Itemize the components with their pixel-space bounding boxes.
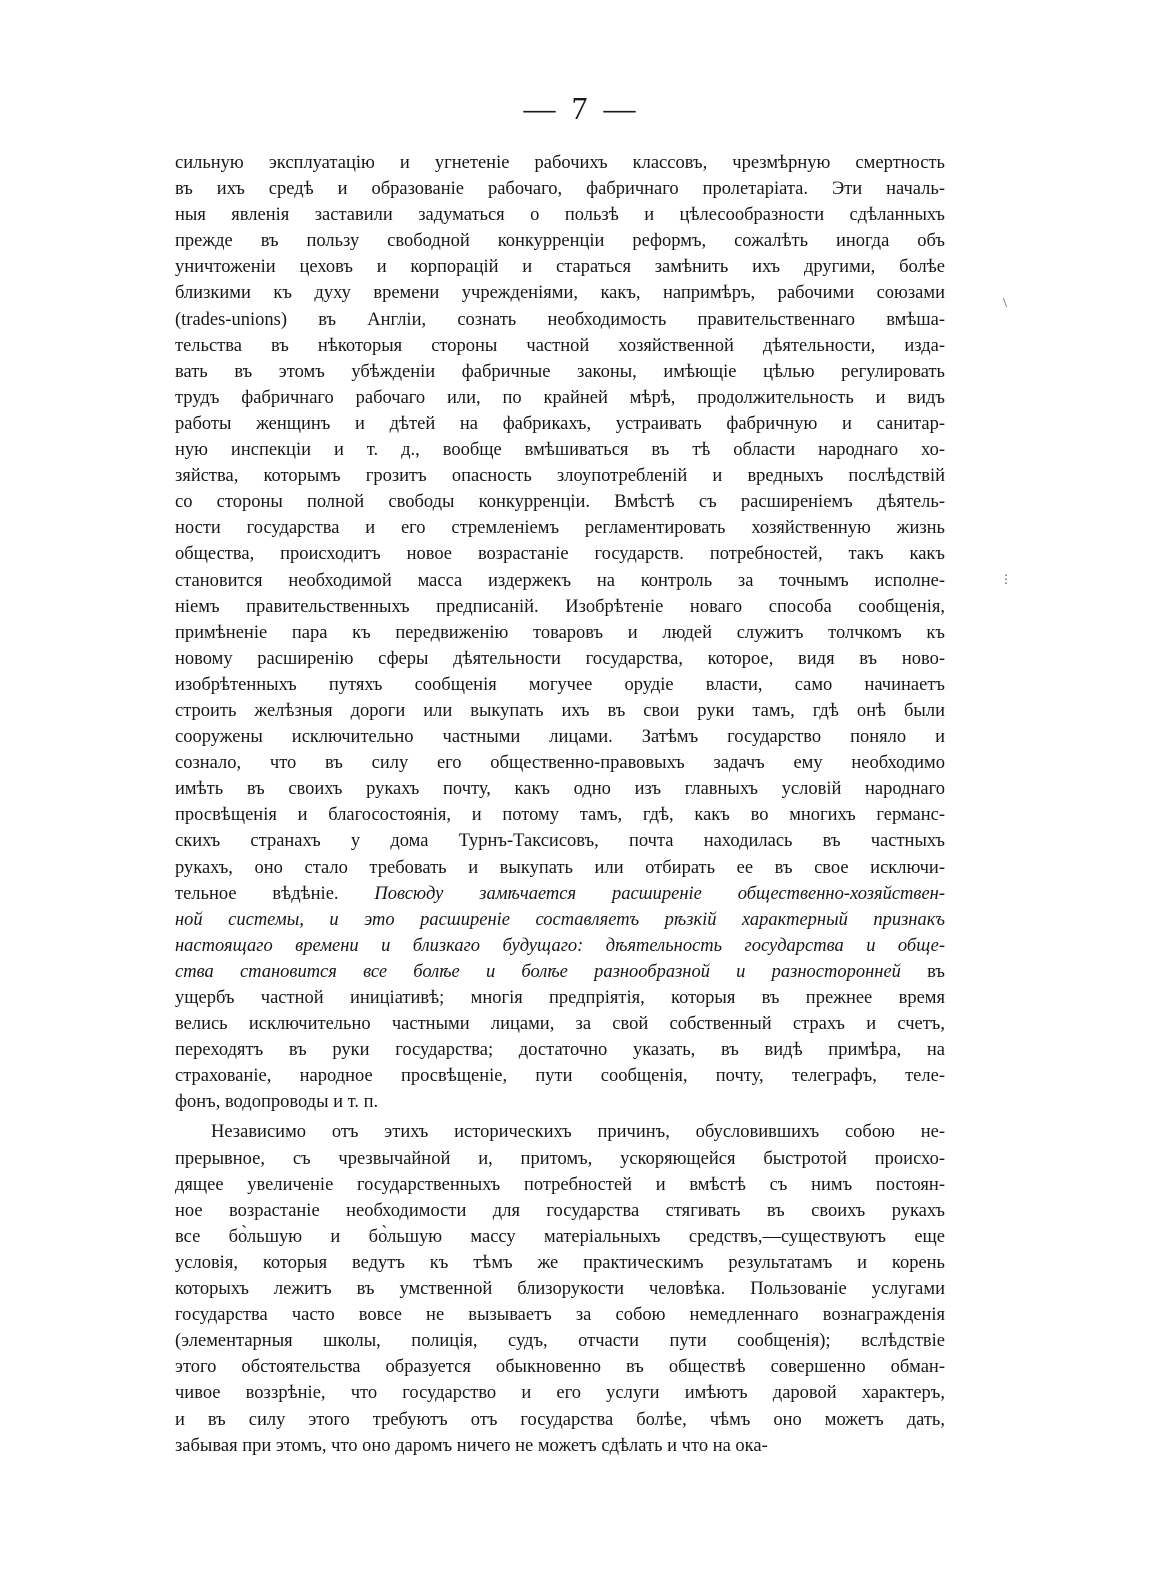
text-line — [175, 1224, 945, 1250]
text-line — [175, 881, 945, 907]
italic-text: ства становится все болѣе и болѣе разнообразной и разносторонней — [175, 961, 901, 982]
text-line — [175, 985, 945, 1011]
text-run: чивое воззрѣніе, что государство и его услуги имѣютъ даровой характеръ, — [175, 1383, 945, 1404]
text-line — [175, 1380, 945, 1406]
text-run: этого обстоятельства образуется обыкновенно въ обществѣ совершенно обман- — [175, 1357, 945, 1378]
text-run: ности государства и его стремленіемъ регламентировать хозяйственную жизнь — [175, 518, 945, 539]
text-line — [175, 515, 945, 541]
text-run: ную инспекціи и т. д., вообще вмѣшиваться въ тѣ области народнаго хо- — [175, 440, 945, 461]
text-line — [175, 1119, 945, 1145]
text-line — [175, 698, 945, 724]
text-run: ущербъ частной иниціативѣ; многія предпріятія, которыя въ прежнее время — [175, 988, 945, 1008]
text-line — [175, 359, 945, 385]
body-text — [175, 150, 945, 1459]
text-run: велись исключительно частными лицами, за свой собственный страхъ и счетъ, — [175, 1014, 945, 1035]
text-run: изобрѣтенныхъ путяхъ сообщенія могучее орудіе власти, само начинаетъ — [175, 674, 945, 695]
text-line — [175, 176, 945, 202]
text-run: просвѣщенія и благосостоянія, и потому тамъ, гдѣ, какъ во многихъ германс- — [175, 805, 945, 826]
text-run: все бо̀льшую и бо̀льшую массу матеріальныхъ средствъ,—существуютъ еще — [175, 1226, 945, 1247]
text-line — [175, 646, 945, 672]
text-run: забывая при этомъ, что оно даромъ ничего не можетъ сдѣлать и что на ока- — [175, 1435, 768, 1456]
text-line — [175, 1172, 945, 1198]
text-run: тельства въ нѣкоторыя стороны частной хозяйственной дѣятельности, изда- — [175, 335, 945, 356]
paragraph — [175, 1119, 945, 1458]
text-run: условія, которыя ведутъ къ тѣмъ же практическимъ результатамъ и корень — [175, 1252, 945, 1273]
text-line — [175, 594, 945, 620]
text-line — [175, 672, 945, 698]
text-run: которыхъ лежитъ въ умственной близорукости человѣка. Пользованіе услугами — [175, 1279, 945, 1300]
text-line — [175, 620, 945, 646]
text-run: вать въ этомъ убѣжденіи фабричные законы, имѣющіе цѣлью регулировать — [175, 361, 945, 382]
text-line — [175, 411, 945, 437]
scan-speck: ⋮ — [1000, 572, 1012, 586]
text-line — [175, 959, 945, 985]
scan-speck: \ — [1003, 296, 1007, 311]
text-line — [175, 150, 945, 176]
text-line — [175, 1328, 945, 1354]
text-run: ніемъ правительственныхъ предписаній. Изобрѣтеніе новаго способа сообщенія, — [175, 596, 945, 617]
text-line — [175, 1276, 945, 1302]
text-run: государства часто вовсе не вызываетъ за собою немедленнаго вознагражденія — [175, 1305, 945, 1326]
text-run: прежде въ пользу свободной конкурренціи реформъ, сожалѣть иногда объ — [175, 231, 945, 252]
text-line — [175, 855, 945, 881]
text-run: сильную эксплуатацію и угнетеніе рабочихъ классовъ, чрезмѣрную смертность — [175, 153, 945, 173]
text-run: общества, происходитъ новое возрастаніе государств. потребностей, такъ какъ — [175, 544, 945, 565]
text-line — [175, 463, 945, 489]
text-line — [175, 1089, 945, 1115]
text-line — [175, 828, 945, 854]
italic-text: Повсюду замѣчается расширеніе общественно-хозяйствен- — [374, 883, 945, 904]
text-run: сооружены исключительно частными лицами. Затѣмъ государство поняло и — [175, 727, 945, 748]
text-line — [175, 254, 945, 280]
text-line — [175, 1407, 945, 1433]
text-run: переходятъ въ руки государства; достаточно указать, въ видѣ примѣра, на — [175, 1040, 945, 1061]
text-line — [175, 1198, 945, 1224]
text-line — [175, 541, 945, 567]
text-line — [175, 907, 945, 933]
text-run: близкими къ духу времени учрежденіями, какъ, напримѣръ, рабочими союзами — [175, 283, 945, 304]
text-run: (элементарныя школы, полиція, судъ, отчасти пути сообщенія); вслѣдствіе — [175, 1331, 945, 1352]
text-line — [175, 1250, 945, 1276]
text-line — [175, 933, 945, 959]
text-run: скихъ странахъ у дома Турнъ-Таксисовъ, почта находилась въ частныхъ — [175, 831, 945, 852]
text-line — [175, 280, 945, 306]
text-run: рукахъ, оно стало требовать и выкупать или отбирать ее въ свое исключи- — [175, 857, 945, 878]
text-run: въ — [900, 961, 945, 982]
text-run: ныя явленія заставили задуматься о пользѣ и цѣлесообразности сдѣланныхъ — [175, 205, 945, 226]
text-line — [175, 202, 945, 228]
text-run: имѣть въ своихъ рукахъ почту, какъ одно изъ главныхъ условій народнаго — [175, 779, 945, 800]
text-run: прерывное, съ чрезвычайной и, притомъ, ускоряющейся быстротой происхо- — [175, 1148, 945, 1169]
text-run: Независимо отъ этихъ историческихъ причинъ, обусловившихъ собою не- — [211, 1122, 945, 1143]
text-run: примѣненіе пара къ передвиженію товаровъ и людей служитъ толчкомъ къ — [175, 622, 945, 643]
text-run: уничтоженіи цеховъ и корпорацій и стараться замѣнить ихъ другими, болѣе — [175, 257, 945, 278]
text-run: работы женщинъ и дѣтей на фабрикахъ, устраивать фабричную и санитар- — [175, 413, 945, 434]
text-run: трудъ фабричнаго рабочаго или, по крайней мѣрѣ, продолжительность и видъ — [175, 387, 945, 408]
text-run: дящее увеличеніе государственныхъ потребностей и вмѣстѣ съ нимъ постоян- — [175, 1174, 945, 1195]
text-line — [175, 1433, 945, 1459]
text-line — [175, 385, 945, 411]
text-line — [175, 228, 945, 254]
text-line — [175, 1146, 945, 1172]
text-line — [175, 1302, 945, 1328]
page-number: — 7 — — [523, 90, 640, 126]
text-line — [175, 750, 945, 776]
text-run: (trades-unions) въ Англіи, сознать необходимость правительственнаго вмѣша- — [175, 309, 945, 330]
text-line — [175, 802, 945, 828]
text-line — [175, 776, 945, 802]
text-run: тельное вѣдѣніе. — [175, 883, 375, 904]
italic-text: ной системы, и это расширеніе составляетъ рѣзкій характерный признакъ — [175, 909, 945, 930]
text-run: со стороны полной свободы конкурренціи. Вмѣстѣ съ расширеніемъ дѣятель- — [175, 492, 945, 513]
italic-text: настоящаго времени и близкаго будущаго: дѣятельность государства и обще- — [175, 935, 945, 956]
text-run: и въ силу этого требуютъ отъ государства болѣе, чѣмъ оно можетъ дать, — [175, 1409, 945, 1430]
text-line — [175, 724, 945, 750]
text-line — [175, 1037, 945, 1063]
text-line — [175, 307, 945, 333]
text-run: зяйства, которымъ грозитъ опасность злоупотребленій и вредныхъ послѣдствій — [175, 466, 945, 487]
paragraph — [175, 150, 945, 1115]
text-run: фонъ, водопроводы и т. п. — [175, 1092, 379, 1113]
text-run: въ ихъ средѣ и образованіе рабочаго, фабричнаго пролетаріата. Эти началь- — [175, 179, 945, 200]
text-line — [175, 333, 945, 359]
text-run: страхованіе, народное просвѣщеніе, пути сообщенія, почту, телеграфъ, теле- — [175, 1066, 945, 1087]
text-run: становится необходимой масса издержекъ на контроль за точнымъ исполне- — [175, 570, 945, 591]
text-line — [175, 1063, 945, 1089]
text-line — [175, 1354, 945, 1380]
text-run: сознало, что въ силу его общественно-правовыхъ задачъ ему необходимо — [175, 753, 945, 774]
text-run: ное возрастаніе необходимости для государства стягивать въ своихъ рукахъ — [175, 1200, 945, 1221]
text-run: новому расширенію сферы дѣятельности государства, которое, видя въ ново- — [175, 648, 945, 669]
text-line — [175, 437, 945, 463]
text-run: строить желѣзныя дороги или выкупать ихъ въ свои руки тамъ, гдѣ онѣ были — [175, 700, 945, 721]
text-line — [175, 489, 945, 515]
text-line — [175, 1011, 945, 1037]
text-line — [175, 568, 945, 594]
